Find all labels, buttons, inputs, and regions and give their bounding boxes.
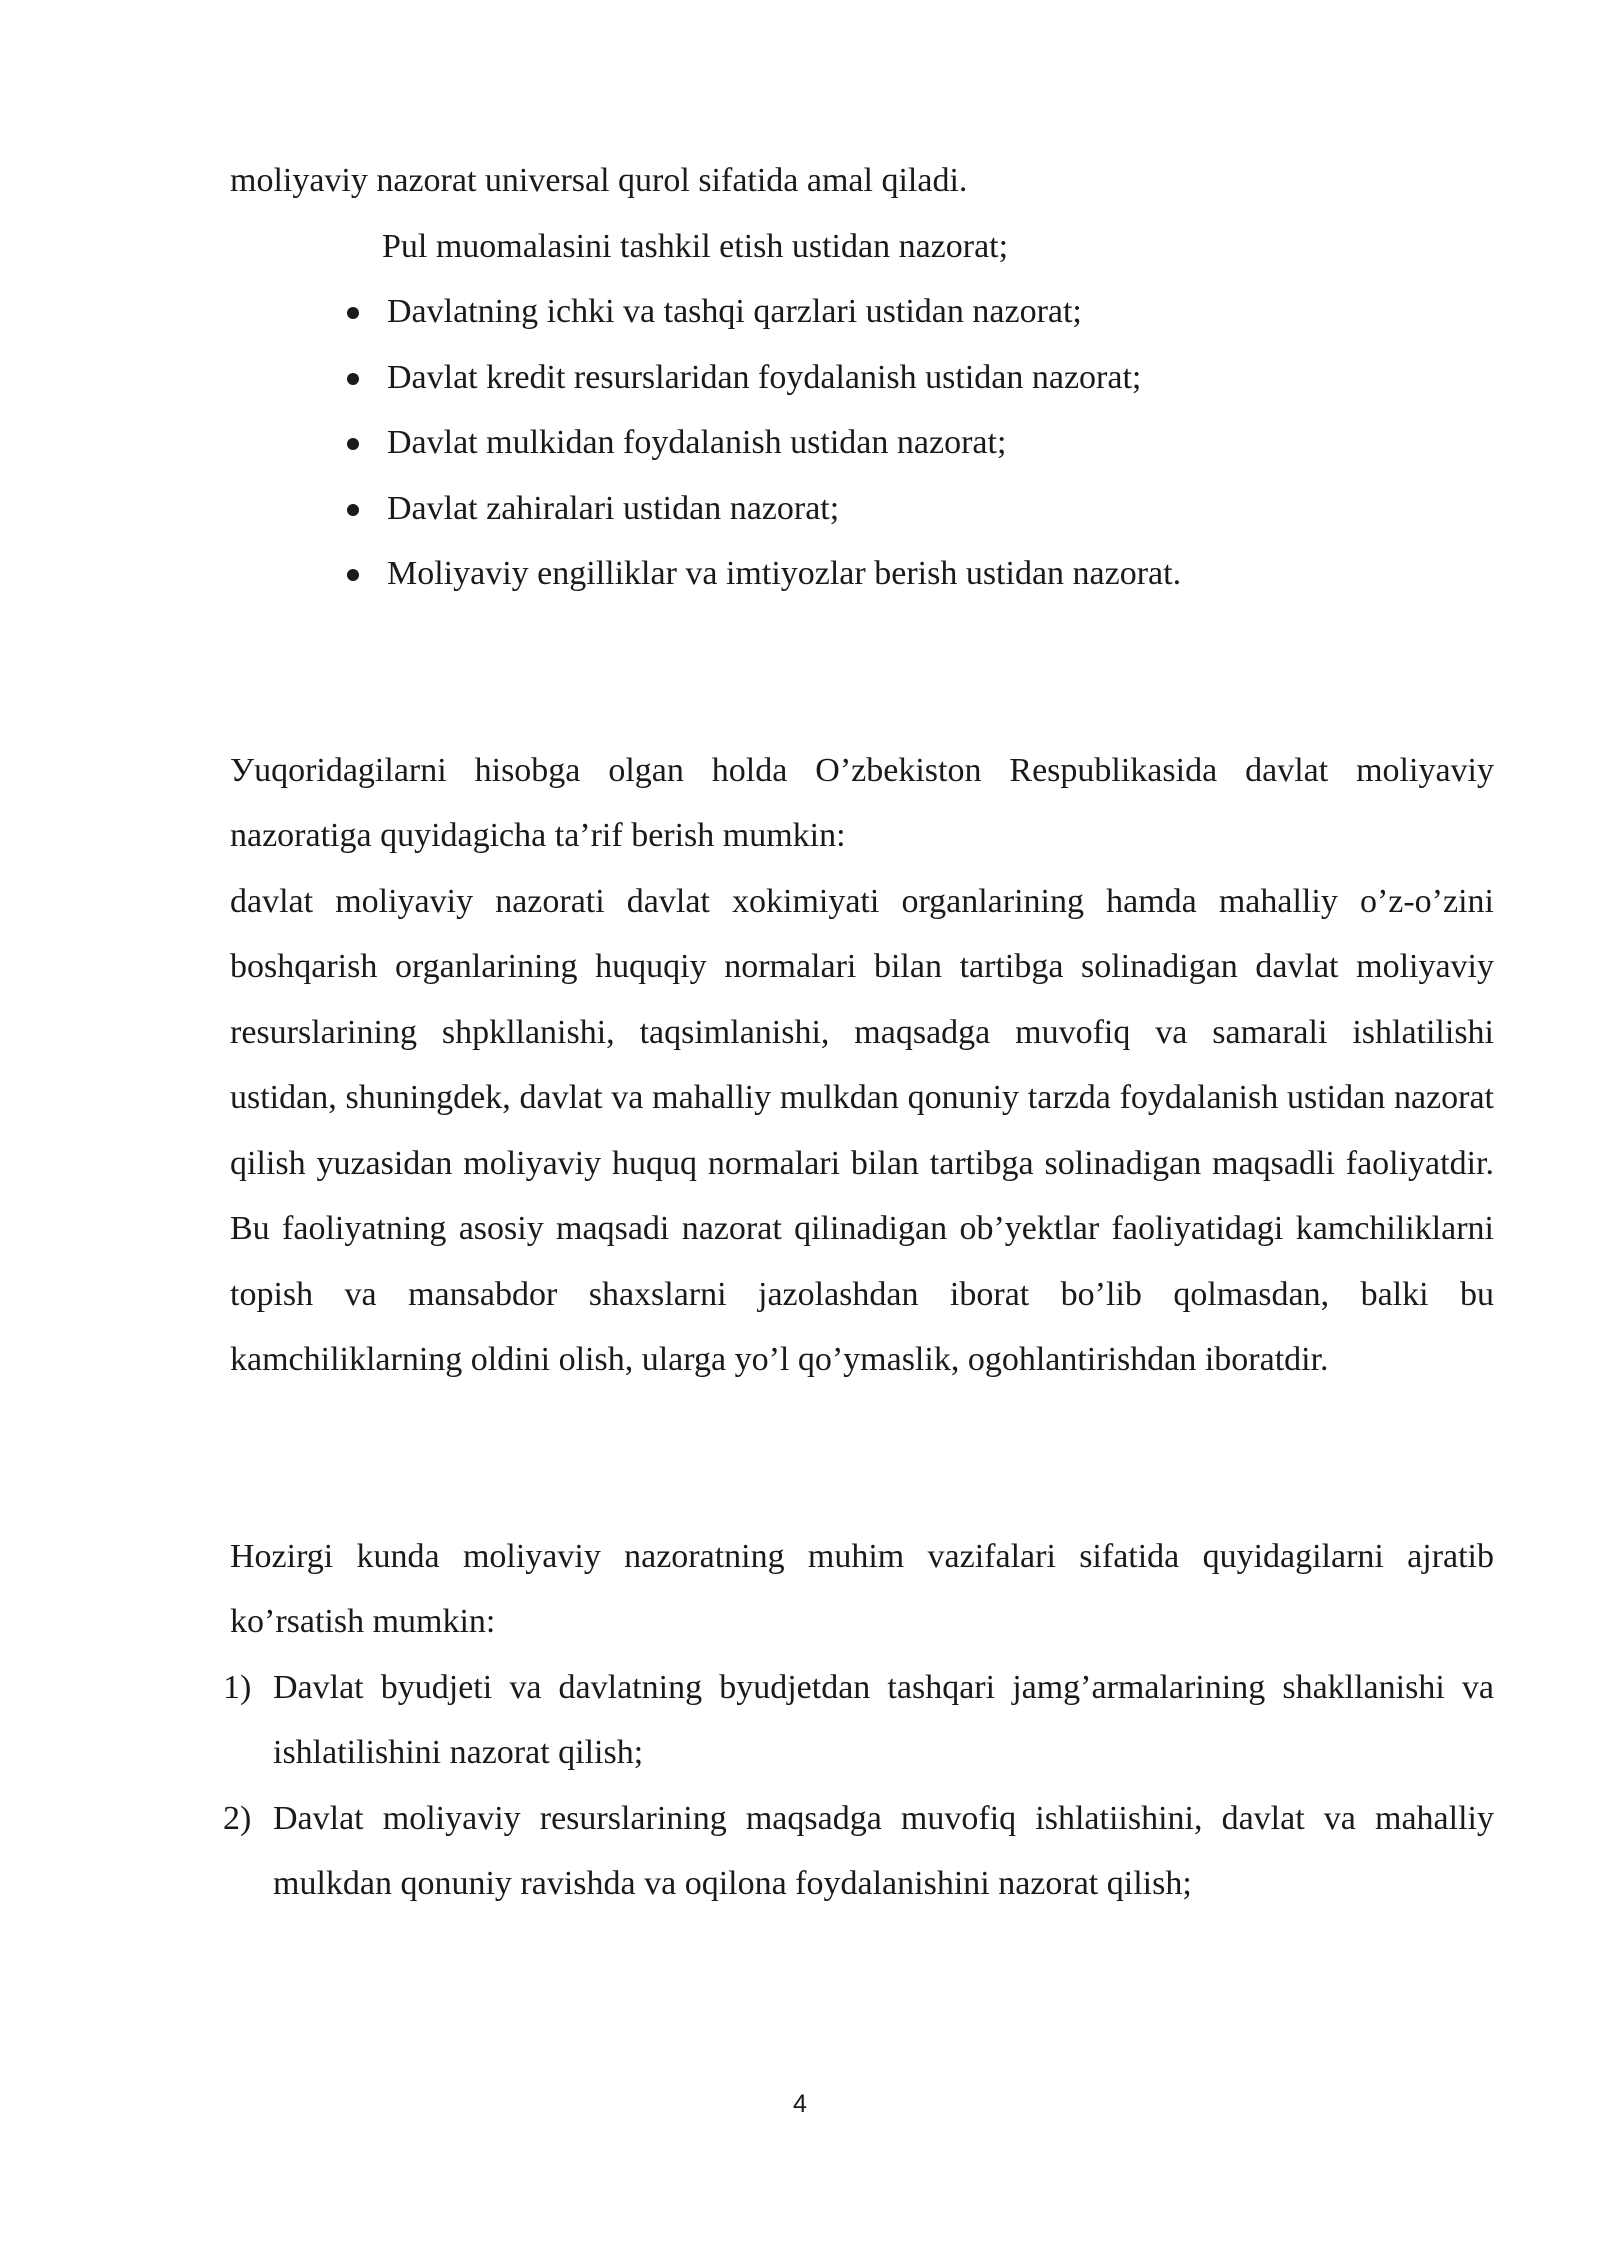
list-item-text: Davlat kredit resurslaridan foydalanish ustidan nazorat; [387, 358, 1142, 396]
spacer [230, 1393, 1494, 1524]
bullet-icon [347, 307, 359, 319]
definition-intro-paragraph: Уuqoridagilarni hisobga olgan holda O’zbekiston Respublikasida davlat moliyaviy nazoratiga quyidagicha ta’rif berish mumkin: [230, 751, 1494, 854]
list-item-text: Davlat mulkidan foydalanish ustidan nazorat; [387, 424, 1007, 461]
page-number: 4 [793, 2090, 807, 2118]
numbered-list [223, 1655, 1494, 1917]
item-number: 2) [223, 1799, 252, 1837]
list-item [230, 541, 1494, 607]
bullet-icon [347, 373, 359, 385]
document-page [223, 148, 1494, 1917]
definition-paragraph: davlat moliyaviy nazorati davlat xokimiyati organlarining hamda mahalliy o’z-o’zini boshqarish organlarining huquqiy normalari bilan tartibga solinadigan davlat moliyaviy resurslarining shpkllanishi, taqsimlanishi, maqsadga muvofiq va samarali ishlatilishi ustidan, shuningdek, davlat va mahalliy mulkdan qonuniy tarzda foydalanish ustidan nazorat qilish yuzasidan moliyaviy huquq normalari bilan tartibga solinadigan maqsadli faoliyatdir. Bu faoliyatning asosiy maqsadi nazorat qilinadigan ob’yektlar faoliyatidagi kamchiliklarni topish va mansabdor shaxslarni jazolashdan iborat bo’lib qolmasdan, balki bu kamchiliklarning oldini olish, ularga yo’l qo’ymaslik, ogohlantirishdan iboratdir. [230, 882, 1494, 1378]
tasks-intro-paragraph: Hozirgi kunda moliyaviy nazoratning muhim vazifalari sifatida quyidagilarni ajratib ko’rsatish mumkin: [230, 1537, 1494, 1640]
list-lead-line: Pul muomalasini tashkil etish ustidan nazorat; [382, 227, 1009, 265]
numbered-item-text: Davlat byudjeti va davlatning byudjetdan tashqari jamg’armalarining shakllanishi va ishlatilishini nazorat qilish; [273, 1668, 1494, 1771]
list-item [230, 345, 1494, 411]
numbered-item [223, 1786, 1494, 1917]
list-item [230, 279, 1494, 345]
bullet-icon [347, 504, 359, 516]
list-item [230, 476, 1494, 542]
list-item-text: Moliyaviy engilliklar va imtiyozlar berish ustidan nazorat. [387, 555, 1182, 592]
bullet-list [230, 279, 1494, 607]
list-item-text: Davlatning ichki va tashqi qarzlari ustidan nazorat; [387, 293, 1082, 330]
bullet-icon [347, 569, 359, 581]
numbered-item [223, 1655, 1494, 1786]
intro-line: moliyaviy nazorat universal qurol sifatida amal qiladi. [230, 162, 968, 199]
list-item [230, 410, 1494, 476]
spacer [230, 607, 1494, 738]
item-number: 1) [223, 1668, 252, 1706]
numbered-item-text: Davlat moliyaviy resurslarining maqsadga muvofiq ishlatiishini, davlat va mahalliy mulkdan qonuniy ravishda va oqilona foydalanishini nazorat qilish; [273, 1799, 1494, 1902]
bullet-icon [347, 438, 359, 450]
list-item-text: Davlat zahiralari ustidan nazorat; [387, 489, 840, 527]
